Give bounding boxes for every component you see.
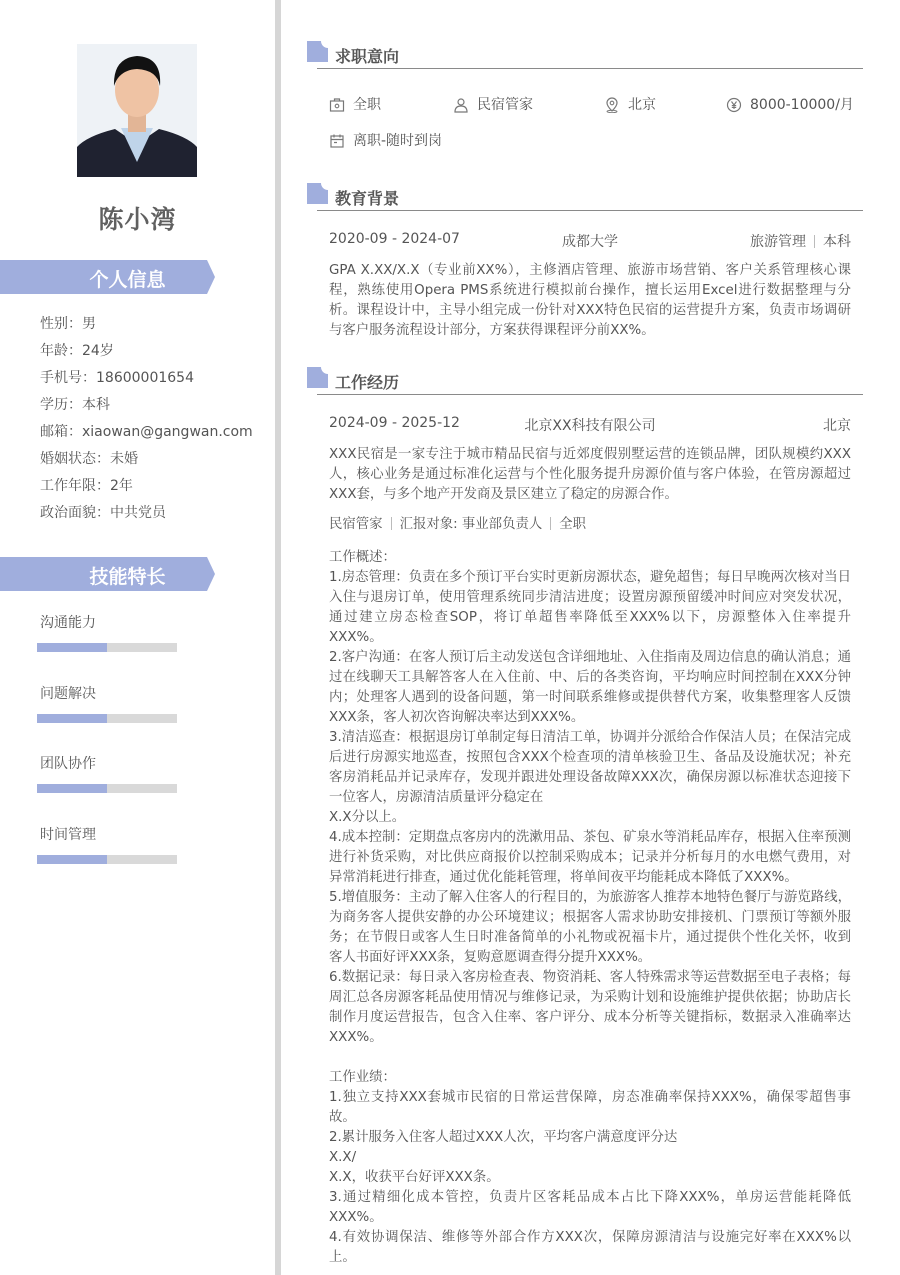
section-corner-icon [307, 367, 328, 388]
company-intro-text: XXX民宿是一家专注于城市精品民宿与近郊度假别墅运营的连锁品牌，团队规模约XXX人，核心业务是通过标准化运营与个性化服务提升房源价值与客户体验，在管房源超过XXX套，与多个地产开发商及景区建立了稳定的房源合作。 [329, 447, 851, 502]
experience-title: 工作经历 [335, 373, 400, 392]
info-phone: 手机号：18600001654 [40, 370, 194, 386]
skill-item [40, 612, 96, 632]
education-major: 旅游管理 [750, 234, 806, 250]
separator [391, 517, 392, 530]
info-gender: 性别：男 [40, 316, 96, 332]
personal-info-header [0, 260, 215, 294]
section-divider-line [317, 68, 863, 69]
briefcase-icon [329, 97, 345, 113]
education-summary-row [329, 231, 851, 251]
skill-name: 时间管理 [40, 827, 96, 843]
person-icon [453, 97, 469, 113]
achievement-item: 1.独立支持XXX套城市民宿的日常运营保障，房态准确率保持XXX%，确保零超售事故。 [329, 1090, 851, 1125]
education-major-degree [750, 231, 851, 251]
intent-city-text: 北京 [628, 97, 656, 113]
experience-period: 2024-09 - 2025-12 [329, 415, 460, 431]
education-school: 成都大学 [562, 234, 618, 250]
skills-header [0, 557, 215, 591]
info-political-status: 政治面貌：中共党员 [40, 505, 166, 521]
work-overview [329, 548, 851, 1268]
achievement-item: 4.有效协调保洁、维修等外部合作方XXX次，保障房源清洁与设施完好率在XXX%以上。 [329, 1230, 851, 1265]
achievement-item: X.X/ [329, 1150, 357, 1165]
experience-location: 北京 [823, 418, 851, 434]
education-section-header [307, 183, 863, 213]
location-pin-icon [604, 97, 620, 113]
achievement-item: X.X，收获平台好评XXX条。 [329, 1170, 500, 1185]
education-description-text: GPA X.XX/X.X（专业前XX%），主修酒店管理、旅游市场营销、客户关系管理核心课程，熟练使用Opera PMS系统进行模拟前台操作，擅长运用Excel进行数据整理与分析。课程设计中，主导小组完成一份针对XXX特色民宿的运营提升方案，负责市场调研与客户服务流程设计部分，方案获得课程评分前XX%。 [329, 263, 851, 338]
sidebar [0, 0, 275, 1275]
profile-photo [77, 44, 197, 177]
achievement-item: 2.累计服务入住客人超过XXX人次，平均客户满意度评分达 [329, 1130, 678, 1145]
intent-salary-text: 8000-10000/月 [750, 97, 854, 113]
section-divider-line [317, 394, 863, 395]
overview-item: X.X分以上。 [329, 810, 406, 825]
education-title: 教育背景 [335, 189, 400, 208]
experience-company: 北京XX科技有限公司 [524, 418, 656, 434]
separator [814, 235, 815, 248]
skill-level-fill [37, 643, 107, 652]
skill-name: 问题解决 [40, 686, 96, 702]
achievement-item: 3.通过精细化成本管控，负责片区客耗品成本占比下降XXX%，单房运营能耗降低XXX%。 [329, 1190, 851, 1225]
intent-availability-text: 离职-随时到岗 [353, 133, 443, 149]
skills-title: 技能特长 [89, 566, 166, 588]
achievements-title: 工作业绩： [329, 1070, 396, 1085]
overview-item: 5.增值服务：主动了解入住客人的行程目的，为旅游客人推荐本地特色餐厅与游览路线，为商务客人提供安静的办公环境建议；根据客人需求协助安排接机、门票预订等额外服务；在节假日或客人生日时准备简单的小礼物或祝福卡片，通过提供个性化关怀，收到客人书面好评XXX条，复购意愿调查得分提升XXX%。 [329, 890, 851, 965]
skill-item [40, 753, 96, 773]
skill-level-bar [37, 784, 177, 793]
intent-position-text: 民宿管家 [477, 97, 533, 113]
info-education: 学历：本科 [40, 397, 110, 413]
education-description [329, 261, 851, 341]
education-period: 2020-09 - 2024-07 [329, 231, 460, 247]
intent-section-header [307, 41, 863, 71]
experience-section-header [307, 367, 863, 397]
skill-level-bar [37, 643, 177, 652]
personal-info-list [40, 313, 253, 529]
separator [550, 517, 551, 530]
skill-level-fill [37, 714, 107, 723]
yen-icon [726, 97, 742, 113]
spacer [329, 1048, 851, 1068]
intent-title: 求职意向 [335, 47, 400, 66]
tag-employment-type: 全职 [559, 517, 587, 532]
overview-item: 6.数据记录：每日录入客房检查表、物资消耗、客人特殊需求等运营数据至电子表格；每周汇总各房源客耗品使用情况与维修记录，为采购计划和设施维护提供依据；协助店长制作月度运营报告，包含入住率、客户评分、成本分析等关键指标，数据录入准确率达XXX%。 [329, 970, 851, 1045]
section-corner-icon [307, 183, 328, 204]
skill-level-bar [37, 714, 177, 723]
skill-level-bar [37, 855, 177, 864]
intent-job-type-text: 全职 [353, 97, 381, 113]
overview-item: 3.清洁巡查：根据退房订单制定每日清洁工单，协调并分派给合作保洁人员；在保洁完成后进行房源实地巡查，按照包含XXX个检查项的清单核验卫生、备品及设施状况；补充客房消耗品并记录库存，发现并跟进处理设备故障XXX次，确保房源以标准状态迎接下一位客人，房源清洁质量评分稳定在 [329, 730, 851, 805]
column-divider [275, 0, 281, 1275]
skill-item [40, 824, 96, 844]
experience-summary-row [329, 415, 851, 435]
info-work-years: 工作年限：2年 [40, 478, 133, 494]
skill-level-fill [37, 855, 107, 864]
overview-item: 1.房态管理：负责在多个预订平台实时更新房源状态，避免超售；每日早晚两次核对当日入住与退房订单，使用管理系统同步清洁进度；设置房源预留缓冲时间应对突发状况，通过建立房态检查SOP，将订单超售率降低至XXX%以下，房源整体入住率提升XXX%。 [329, 570, 851, 645]
education-degree: 本科 [823, 234, 851, 250]
section-divider-line [317, 210, 863, 211]
overview-item: 2.客户沟通：在客人预订后主动发送包含详细地址、入住指南及周边信息的确认消息；通过在线聊天工具解答客人在入住前、中、后的各类咨询，平均响应时间控制在XXX分钟内；处理客人遇到的设备问题，第一时间联系维修或提供替代方案，收集整理客人反馈XXX条，客人初次咨询解决率达到XXX%。 [329, 650, 851, 725]
skill-level-fill [37, 784, 107, 793]
overview-item: 4.成本控制：定期盘点客房内的洗漱用品、茶包、矿泉水等消耗品库存，根据入住率预测进行补货采购，对比供应商报价以控制采购成本；记录并分析每月的水电燃气费用，对异常消耗进行排查，通过优化能耗管理，将单间夜平均能耗成本降低了XXX%。 [329, 830, 851, 885]
section-corner-icon [307, 41, 328, 62]
experience-tags [329, 513, 586, 532]
company-intro [329, 445, 851, 505]
tag-role: 民宿管家 [329, 517, 383, 532]
info-marital-status: 婚姻状态：未婚 [40, 451, 138, 467]
info-email: 邮箱：xiaowan@gangwan.com [40, 424, 253, 440]
candidate-name: 陈小湾 [98, 205, 177, 234]
personal-info-title: 个人信息 [89, 269, 166, 291]
info-age: 年龄：24岁 [40, 343, 114, 359]
calendar-icon [329, 133, 345, 149]
tag-report-to: 汇报对象: 事业部负责人 [399, 517, 543, 532]
skill-item [40, 683, 96, 703]
skill-name: 团队协作 [40, 756, 96, 772]
work-overview-title: 工作概述： [329, 550, 396, 565]
skill-name: 沟通能力 [40, 615, 96, 631]
